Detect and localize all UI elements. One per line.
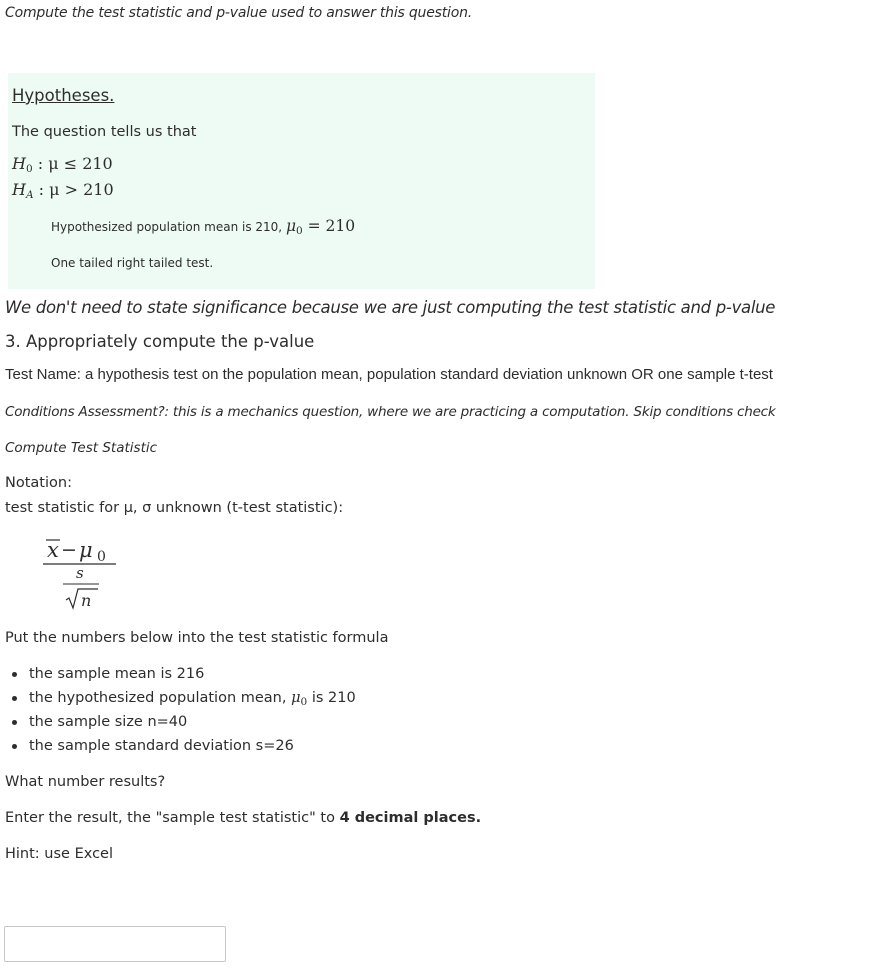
null-hypothesis: [12, 154, 113, 175]
put-numbers-instruction: Put the numbers below into the test statistic formula: [5, 630, 389, 646]
notation-description: test statistic for μ, σ unknown (t-test statistic):: [5, 500, 344, 516]
ha-subscript: A: [25, 189, 34, 201]
formula-minus: −: [61, 539, 77, 561]
ha-relation: : μ > 210: [38, 180, 114, 199]
formula-s: s: [76, 564, 84, 582]
answer-input[interactable]: [4, 926, 226, 962]
formula-mu: μ: [79, 538, 93, 562]
h0-relation: : μ ≤ 210: [37, 154, 113, 173]
intro-instruction: Compute the test statistic and p-value used to answer this question.: [5, 5, 473, 21]
significance-note: We don't need to state significance because we are just computing the test statistic and p-value: [5, 298, 776, 317]
given-values-list: [12, 664, 356, 760]
h0-subscript: 0: [25, 163, 33, 175]
step-heading: 3. Appropriately compute the p-value: [5, 332, 315, 351]
alternative-hypothesis: [12, 180, 114, 201]
formula-n: n: [81, 591, 92, 610]
formula-xbar: x: [47, 538, 59, 562]
tail-note: One tailed right tailed test.: [51, 256, 214, 270]
hint-text: Hint: use Excel: [5, 846, 113, 862]
enter-result-instruction: Enter the result, the "sample test statistic" to 4 decimal places.: [5, 810, 482, 826]
t-statistic-formula: [40, 528, 120, 616]
list-item-sample-mean: the sample mean is 216: [12, 664, 356, 688]
hypothesized-mean-note: Hypothesized population mean is 210, $\mu_0 = 210$: [51, 217, 356, 237]
decimal-places-emphasis: 4 decimal places.: [339, 810, 482, 826]
compute-test-statistic-label: Compute Test Statistic: [5, 440, 158, 456]
hypothesized-mean-text: Hypothesized population mean is 210,: [51, 220, 286, 234]
hypothesized-mean-value: = 210: [307, 217, 356, 235]
test-name: Test Name: a hypothesis test on the population mean, population standard deviation unknown OR one sample t-test: [5, 366, 773, 383]
hypotheses-intro: The question tells us that: [12, 124, 197, 140]
hypotheses-title: Hypotheses.: [12, 86, 115, 105]
ha-symbol: H: [12, 180, 26, 199]
conditions-assessment: Conditions Assessment?: this is a mechanics question, where we are practicing a computation. Skip conditions check: [5, 404, 776, 420]
formula-mu-subscript: 0: [97, 549, 106, 565]
list-item-hypothesized-mean: the hypothesized population mean, $\mu_0$ is 210: [12, 688, 356, 712]
what-number-question: What number results?: [5, 774, 166, 790]
h0-symbol: H: [12, 154, 26, 173]
list-item-sample-size: the sample size n=40: [12, 712, 356, 736]
list-item-sample-sd: the sample standard deviation s=26: [12, 736, 356, 760]
notation-label: Notation:: [5, 475, 72, 491]
